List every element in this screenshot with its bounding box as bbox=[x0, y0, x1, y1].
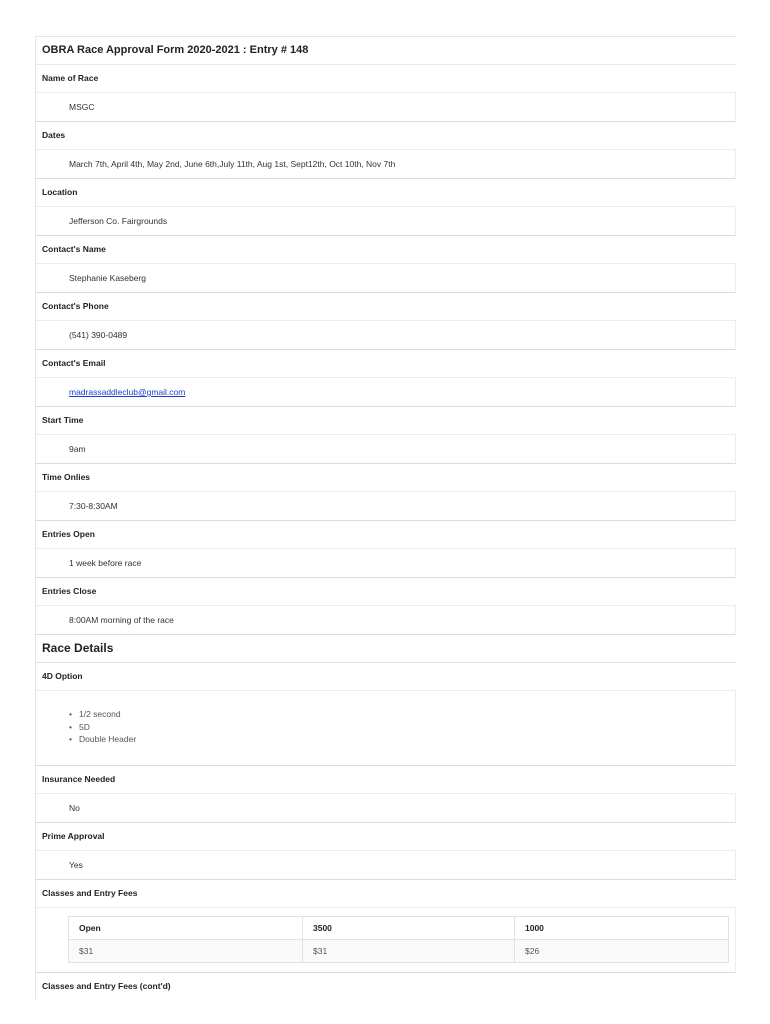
options-list bbox=[69, 708, 735, 746]
field-value-insurance: No bbox=[36, 794, 736, 823]
field-value-prime-approval: Yes bbox=[36, 851, 736, 880]
field-value-time-onlies: 7:30-8:30AM bbox=[36, 492, 736, 521]
table-header: 3500 bbox=[303, 917, 515, 940]
field-label-prime-approval: Prime Approval bbox=[36, 823, 736, 851]
field-value-contact-email bbox=[36, 378, 736, 407]
field-label-contact-name: Contact's Name bbox=[36, 236, 736, 264]
field-label-classes: Classes and Entry Fees bbox=[36, 880, 736, 908]
form-title: OBRA Race Approval Form 2020-2021 : Entry # 148 bbox=[36, 37, 736, 65]
field-label-contact-phone: Contact's Phone bbox=[36, 293, 736, 321]
field-value-entries-close: 8:00AM morning of the race bbox=[36, 606, 736, 635]
list-item: • Double Header bbox=[79, 733, 735, 746]
table-header: 1000 bbox=[515, 917, 729, 940]
table-cell: $26 bbox=[515, 940, 729, 963]
table-cell: $31 bbox=[303, 940, 515, 963]
field-value-4d-option bbox=[36, 691, 736, 766]
field-value-name-of-race: MSGC bbox=[36, 93, 736, 122]
field-value-start-time: 9am bbox=[36, 435, 736, 464]
field-label-entries-close: Entries Close bbox=[36, 578, 736, 606]
email-link[interactable]: madrassaddleclub@gmail.com bbox=[69, 387, 186, 397]
field-label-insurance: Insurance Needed bbox=[36, 766, 736, 794]
list-item: • 1/2 second bbox=[79, 708, 735, 721]
classes-table bbox=[68, 916, 729, 963]
field-label-4d-option: 4D Option bbox=[36, 663, 736, 691]
field-value-contact-phone: (541) 390-0489 bbox=[36, 321, 736, 350]
table-header: Open bbox=[69, 917, 303, 940]
field-label-contact-email: Contact's Email bbox=[36, 350, 736, 378]
field-value-location: Jefferson Co. Fairgrounds bbox=[36, 207, 736, 236]
classes-table-wrap bbox=[36, 908, 736, 973]
table-cell: $31 bbox=[69, 940, 303, 963]
approval-form bbox=[35, 36, 736, 999]
field-label-dates: Dates bbox=[36, 122, 736, 150]
field-label-time-onlies: Time Onlies bbox=[36, 464, 736, 492]
section-title-race-details: Race Details bbox=[36, 635, 736, 663]
field-label-start-time: Start Time bbox=[36, 407, 736, 435]
field-value-contact-name: Stephanie Kaseberg bbox=[36, 264, 736, 293]
list-item: • 5D bbox=[79, 721, 735, 734]
field-label-name-of-race: Name of Race bbox=[36, 65, 736, 93]
field-label-location: Location bbox=[36, 179, 736, 207]
field-label-classes-cont: Classes and Entry Fees (cont'd) bbox=[42, 981, 171, 991]
table-header-row bbox=[69, 917, 729, 940]
field-value-dates: March 7th, April 4th, May 2nd, June 6th,July 11th, Aug 1st, Sept12th, Oct 10th, Nov 7th bbox=[36, 150, 736, 179]
table-row bbox=[69, 940, 729, 963]
field-value-entries-open: 1 week before race bbox=[36, 549, 736, 578]
field-label-entries-open: Entries Open bbox=[36, 521, 736, 549]
